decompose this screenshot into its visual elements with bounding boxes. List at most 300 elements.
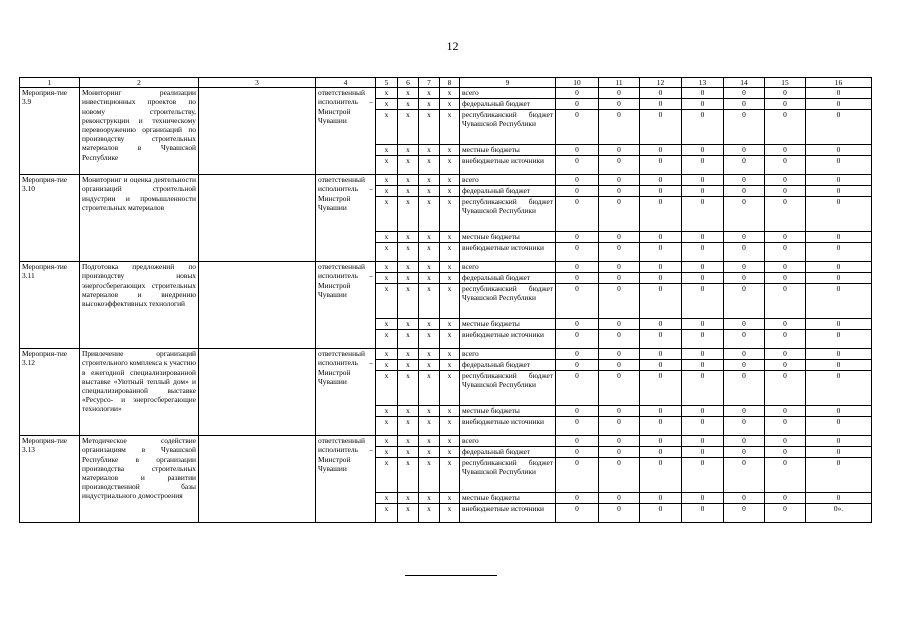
value-cell: 0 bbox=[599, 417, 640, 436]
value-cell: 0 bbox=[765, 493, 806, 504]
value-cell: 0 bbox=[806, 186, 872, 197]
value-cell: 0 bbox=[599, 436, 640, 447]
funding-source: всего bbox=[460, 436, 556, 447]
mark-cell: х bbox=[419, 319, 440, 330]
funding-source: республиканский бюджет Чувашской Республики bbox=[460, 371, 556, 406]
column-header: 5 bbox=[376, 78, 398, 88]
measure-code: Мероприя-тие 3.12 bbox=[20, 349, 80, 436]
column-header: 14 bbox=[724, 78, 765, 88]
value-cell: 0 bbox=[599, 504, 640, 523]
measure-col3 bbox=[199, 262, 316, 349]
funding-source: местные бюджеты bbox=[460, 232, 556, 243]
value-cell: 0 bbox=[556, 186, 599, 197]
mark-cell: х bbox=[419, 417, 440, 436]
funding-source: республиканский бюджет Чувашской Республики bbox=[460, 197, 556, 232]
mark-cell: х bbox=[419, 99, 440, 110]
mark-cell: х bbox=[398, 504, 419, 523]
mark-cell: х bbox=[419, 232, 440, 243]
funding-source: всего bbox=[460, 262, 556, 273]
funding-source: местные бюджеты bbox=[460, 145, 556, 156]
mark-cell: х bbox=[419, 436, 440, 447]
mark-cell: х bbox=[419, 284, 440, 319]
mark-cell: х bbox=[376, 371, 398, 406]
funding-source: республиканский бюджет Чувашской Республики bbox=[460, 110, 556, 145]
mark-cell: х bbox=[376, 156, 398, 175]
value-cell: 0 bbox=[682, 371, 724, 406]
mark-cell: х bbox=[398, 436, 419, 447]
value-cell: 0 bbox=[682, 504, 724, 523]
value-cell: 0 bbox=[640, 145, 682, 156]
mark-cell: х bbox=[398, 493, 419, 504]
value-cell: 0 bbox=[640, 110, 682, 145]
mark-cell: х bbox=[376, 493, 398, 504]
mark-cell: х bbox=[376, 504, 398, 523]
value-cell: 0 bbox=[806, 145, 872, 156]
page-number: 12 bbox=[446, 39, 459, 53]
value-cell: 0 bbox=[556, 371, 599, 406]
value-cell: 0 bbox=[765, 436, 806, 447]
mark-cell: х bbox=[440, 406, 460, 417]
mark-cell: х bbox=[398, 88, 419, 99]
mark-cell: х bbox=[440, 360, 460, 371]
funding-source: внебюджетные источники bbox=[460, 330, 556, 349]
measure-code: Мероприя-тие 3.9 bbox=[20, 88, 80, 175]
value-cell: 0 bbox=[640, 232, 682, 243]
funding-source: всего bbox=[460, 88, 556, 99]
value-cell: 0 bbox=[806, 406, 872, 417]
mark-cell: х bbox=[419, 458, 440, 493]
value-cell: 0 bbox=[640, 447, 682, 458]
value-cell: 0 bbox=[599, 406, 640, 417]
mark-cell: х bbox=[419, 273, 440, 284]
value-cell: 0 bbox=[599, 447, 640, 458]
value-cell: 0 bbox=[724, 319, 765, 330]
mark-cell: х bbox=[376, 243, 398, 262]
value-cell: 0 bbox=[682, 319, 724, 330]
value-cell: 0 bbox=[765, 284, 806, 319]
column-header: 13 bbox=[682, 78, 724, 88]
closing-mark: 0». bbox=[806, 504, 872, 523]
value-cell: 0 bbox=[599, 349, 640, 360]
value-cell: 0 bbox=[765, 319, 806, 330]
value-cell: 0 bbox=[556, 458, 599, 493]
value-cell: 0 bbox=[556, 349, 599, 360]
value-cell: 0 bbox=[724, 243, 765, 262]
value-cell: 0 bbox=[765, 504, 806, 523]
column-header: 16 bbox=[806, 78, 872, 88]
value-cell: 0 bbox=[640, 156, 682, 175]
value-cell: 0 bbox=[682, 110, 724, 145]
value-cell: 0 bbox=[724, 417, 765, 436]
mark-cell: х bbox=[398, 262, 419, 273]
value-cell: 0 bbox=[599, 145, 640, 156]
mark-cell: х bbox=[440, 436, 460, 447]
value-cell: 0 bbox=[765, 110, 806, 145]
value-cell: 0 bbox=[765, 99, 806, 110]
measure-4-row-0 bbox=[20, 436, 872, 447]
value-cell: 0 bbox=[682, 436, 724, 447]
value-cell: 0 bbox=[599, 156, 640, 175]
value-cell: 0 bbox=[682, 330, 724, 349]
mark-cell: х bbox=[376, 197, 398, 232]
header-row bbox=[20, 78, 872, 88]
column-header: 2 bbox=[80, 78, 199, 88]
value-cell: 0 bbox=[765, 349, 806, 360]
mark-cell: х bbox=[419, 197, 440, 232]
funding-source: республиканский бюджет Чувашской Республики bbox=[460, 458, 556, 493]
mark-cell: х bbox=[376, 447, 398, 458]
value-cell: 0 bbox=[556, 273, 599, 284]
mark-cell: х bbox=[419, 110, 440, 145]
funding-source: внебюджетные источники bbox=[460, 243, 556, 262]
measure-name: Мониторинг реализации инвестиционных проектов по новому строительству, реконструкции и техническому перевооружению организаций по производству строительных материалов в Чувашской Республике bbox=[80, 88, 199, 175]
mark-cell: х bbox=[398, 349, 419, 360]
value-cell: 0 bbox=[640, 284, 682, 319]
measure-code: Мероприя-тие 3.13 bbox=[20, 436, 80, 523]
value-cell: 0 bbox=[724, 273, 765, 284]
table-body bbox=[20, 78, 872, 523]
value-cell: 0 bbox=[724, 110, 765, 145]
mark-cell: х bbox=[376, 284, 398, 319]
mark-cell: х bbox=[419, 447, 440, 458]
mark-cell: х bbox=[419, 262, 440, 273]
value-cell: 0 bbox=[806, 232, 872, 243]
mark-cell: х bbox=[440, 243, 460, 262]
mark-cell: х bbox=[398, 232, 419, 243]
value-cell: 0 bbox=[806, 349, 872, 360]
value-cell: 0 bbox=[682, 360, 724, 371]
measure-col3 bbox=[199, 175, 316, 262]
value-cell: 0 bbox=[724, 262, 765, 273]
value-cell: 0 bbox=[682, 243, 724, 262]
value-cell: 0 bbox=[640, 406, 682, 417]
mark-cell: х bbox=[419, 243, 440, 262]
value-cell: 0 bbox=[765, 186, 806, 197]
measure-col3 bbox=[199, 88, 316, 175]
mark-cell: х bbox=[419, 145, 440, 156]
value-cell: 0 bbox=[765, 197, 806, 232]
value-cell: 0 bbox=[724, 197, 765, 232]
mark-cell: х bbox=[398, 330, 419, 349]
value-cell: 0 bbox=[765, 232, 806, 243]
value-cell: 0 bbox=[682, 284, 724, 319]
funding-source: федеральный бюджет bbox=[460, 99, 556, 110]
value-cell: 0 bbox=[640, 186, 682, 197]
measure-name: Методическое содействие организациям в Чувашской Республике в организации производства строительных материалов и развитии производственной базы индустриального домостроения bbox=[80, 436, 199, 523]
value-cell: 0 bbox=[765, 406, 806, 417]
funding-source: внебюджетные источники bbox=[460, 504, 556, 523]
funding-source: местные бюджеты bbox=[460, 493, 556, 504]
mark-cell: х bbox=[376, 110, 398, 145]
mark-cell: х bbox=[398, 417, 419, 436]
mark-cell: х bbox=[376, 88, 398, 99]
value-cell: 0 bbox=[682, 458, 724, 493]
mark-cell: х bbox=[376, 175, 398, 186]
mark-cell: х bbox=[440, 99, 460, 110]
value-cell: 0 bbox=[556, 145, 599, 156]
mark-cell: х bbox=[376, 330, 398, 349]
value-cell: 0 bbox=[640, 243, 682, 262]
value-cell: 0 bbox=[599, 330, 640, 349]
mark-cell: х bbox=[419, 504, 440, 523]
column-header: 9 bbox=[460, 78, 556, 88]
value-cell: 0 bbox=[806, 447, 872, 458]
mark-cell: х bbox=[376, 458, 398, 493]
column-header: 15 bbox=[765, 78, 806, 88]
mark-cell: х bbox=[398, 145, 419, 156]
mark-cell: х bbox=[376, 232, 398, 243]
column-header: 11 bbox=[599, 78, 640, 88]
value-cell: 0 bbox=[682, 145, 724, 156]
measure-executor: ответственный исполнитель – Минстрой Чувашии bbox=[316, 349, 376, 436]
value-cell: 0 bbox=[806, 243, 872, 262]
value-cell: 0 bbox=[724, 371, 765, 406]
measure-col3 bbox=[199, 349, 316, 436]
mark-cell: х bbox=[440, 371, 460, 406]
mark-cell: х bbox=[440, 145, 460, 156]
value-cell: 0 bbox=[724, 504, 765, 523]
funding-source: федеральный бюджет bbox=[460, 186, 556, 197]
value-cell: 0 bbox=[556, 447, 599, 458]
value-cell: 0 bbox=[682, 447, 724, 458]
mark-cell: х bbox=[398, 447, 419, 458]
value-cell: 0 bbox=[640, 458, 682, 493]
funding-source: местные бюджеты bbox=[460, 319, 556, 330]
mark-cell: х bbox=[440, 110, 460, 145]
value-cell: 0 bbox=[599, 284, 640, 319]
value-cell: 0 bbox=[556, 436, 599, 447]
value-cell: 0 bbox=[724, 156, 765, 175]
mark-cell: х bbox=[398, 273, 419, 284]
mark-cell: х bbox=[398, 360, 419, 371]
mark-cell: х bbox=[376, 349, 398, 360]
value-cell: 0 bbox=[682, 88, 724, 99]
value-cell: 0 bbox=[724, 145, 765, 156]
value-cell: 0 bbox=[556, 197, 599, 232]
mark-cell: х bbox=[398, 99, 419, 110]
value-cell: 0 bbox=[765, 371, 806, 406]
mark-cell: х bbox=[419, 371, 440, 406]
value-cell: 0 bbox=[682, 493, 724, 504]
value-cell: 0 bbox=[640, 319, 682, 330]
value-cell: 0 bbox=[765, 330, 806, 349]
value-cell: 0 bbox=[599, 371, 640, 406]
measure-name: Привлечение организаций строительного комплекса к участию в ежегодной специализированной выставке «Уютный теплый дом» и специализированной выставке «Ресурсо- и энергосберегающие технологии» bbox=[80, 349, 199, 436]
value-cell: 0 bbox=[599, 99, 640, 110]
value-cell: 0 bbox=[599, 493, 640, 504]
value-cell: 0 bbox=[599, 186, 640, 197]
value-cell: 0 bbox=[806, 273, 872, 284]
column-header: 6 bbox=[398, 78, 419, 88]
value-cell: 0 bbox=[806, 156, 872, 175]
funding-source: федеральный бюджет bbox=[460, 360, 556, 371]
column-header: 4 bbox=[316, 78, 376, 88]
value-cell: 0 bbox=[682, 406, 724, 417]
value-cell: 0 bbox=[724, 458, 765, 493]
mark-cell: х bbox=[440, 417, 460, 436]
value-cell: 0 bbox=[724, 232, 765, 243]
mark-cell: х bbox=[376, 406, 398, 417]
value-cell: 0 bbox=[556, 493, 599, 504]
value-cell: 0 bbox=[806, 371, 872, 406]
value-cell: 0 bbox=[556, 360, 599, 371]
measure-code: Мероприя-тие 3.10 bbox=[20, 175, 80, 262]
value-cell: 0 bbox=[599, 110, 640, 145]
value-cell: 0 bbox=[682, 186, 724, 197]
value-cell: 0 bbox=[682, 262, 724, 273]
mark-cell: х bbox=[398, 197, 419, 232]
mark-cell: х bbox=[440, 504, 460, 523]
mark-cell: х bbox=[398, 110, 419, 145]
mark-cell: х bbox=[419, 493, 440, 504]
funding-source: федеральный бюджет bbox=[460, 273, 556, 284]
funding-source: всего bbox=[460, 349, 556, 360]
value-cell: 0 bbox=[806, 319, 872, 330]
mark-cell: х bbox=[398, 458, 419, 493]
mark-cell: х bbox=[440, 458, 460, 493]
mark-cell: х bbox=[398, 175, 419, 186]
value-cell: 0 bbox=[765, 243, 806, 262]
value-cell: 0 bbox=[640, 360, 682, 371]
column-header: 8 bbox=[440, 78, 460, 88]
value-cell: 0 bbox=[640, 349, 682, 360]
mark-cell: х bbox=[376, 273, 398, 284]
value-cell: 0 bbox=[724, 436, 765, 447]
value-cell: 0 bbox=[682, 156, 724, 175]
value-cell: 0 bbox=[765, 458, 806, 493]
value-cell: 0 bbox=[599, 175, 640, 186]
value-cell: 0 bbox=[806, 436, 872, 447]
mark-cell: х bbox=[398, 284, 419, 319]
value-cell: 0 bbox=[724, 349, 765, 360]
value-cell: 0 bbox=[599, 262, 640, 273]
mark-cell: х bbox=[419, 330, 440, 349]
value-cell: 0 bbox=[640, 273, 682, 284]
value-cell: 0 bbox=[556, 175, 599, 186]
value-cell: 0 bbox=[682, 417, 724, 436]
value-cell: 0 bbox=[682, 99, 724, 110]
value-cell: 0 bbox=[599, 360, 640, 371]
value-cell: 0 bbox=[765, 88, 806, 99]
value-cell: 0 bbox=[556, 406, 599, 417]
measure-1-row-0 bbox=[20, 175, 872, 186]
value-cell: 0 bbox=[682, 273, 724, 284]
value-cell: 0 bbox=[640, 99, 682, 110]
mark-cell: х bbox=[440, 330, 460, 349]
value-cell: 0 bbox=[556, 243, 599, 262]
value-cell: 0 bbox=[724, 99, 765, 110]
mark-cell: х bbox=[376, 360, 398, 371]
value-cell: 0 bbox=[806, 99, 872, 110]
value-cell: 0 bbox=[599, 458, 640, 493]
value-cell: 0 bbox=[640, 197, 682, 232]
mark-cell: х bbox=[398, 319, 419, 330]
value-cell: 0 bbox=[599, 243, 640, 262]
measure-executor: ответственный исполнитель – Минстрой Чувашии bbox=[316, 175, 376, 262]
value-cell: 0 bbox=[765, 417, 806, 436]
value-cell: 0 bbox=[806, 284, 872, 319]
measure-code: Мероприя-тие 3.11 bbox=[20, 262, 80, 349]
value-cell: 0 bbox=[682, 197, 724, 232]
value-cell: 0 bbox=[556, 504, 599, 523]
mark-cell: х bbox=[376, 436, 398, 447]
value-cell: 0 bbox=[599, 232, 640, 243]
measure-name: Мониторинг и оценка деятельности организаций строительной индустрии и промышленности строительных материалов bbox=[80, 175, 199, 262]
mark-cell: х bbox=[419, 349, 440, 360]
measure-2-row-0 bbox=[20, 262, 872, 273]
value-cell: 0 bbox=[682, 349, 724, 360]
column-header: 1 bbox=[20, 78, 80, 88]
value-cell: 0 bbox=[724, 330, 765, 349]
value-cell: 0 bbox=[640, 417, 682, 436]
value-cell: 0 bbox=[806, 197, 872, 232]
column-header: 12 bbox=[640, 78, 682, 88]
measure-col3 bbox=[199, 436, 316, 523]
value-cell: 0 bbox=[806, 458, 872, 493]
value-cell: 0 bbox=[765, 447, 806, 458]
mark-cell: х bbox=[376, 319, 398, 330]
value-cell: 0 bbox=[765, 145, 806, 156]
value-cell: 0 bbox=[640, 330, 682, 349]
value-cell: 0 bbox=[682, 175, 724, 186]
value-cell: 0 bbox=[806, 88, 872, 99]
value-cell: 0 bbox=[765, 262, 806, 273]
value-cell: 0 bbox=[765, 273, 806, 284]
column-header: 3 bbox=[199, 78, 316, 88]
funding-source: местные бюджеты bbox=[460, 406, 556, 417]
value-cell: 0 bbox=[806, 110, 872, 145]
mark-cell: х bbox=[419, 156, 440, 175]
value-cell: 0 bbox=[724, 447, 765, 458]
value-cell: 0 bbox=[556, 284, 599, 319]
measure-name: Подготовка предложений по производству новых энергосберегающих строительных материалов и внедрению высокоэффективных технологий bbox=[80, 262, 199, 349]
program-measures-table bbox=[19, 77, 872, 523]
value-cell: 0 bbox=[556, 232, 599, 243]
mark-cell: х bbox=[440, 232, 460, 243]
mark-cell: х bbox=[440, 447, 460, 458]
funding-source: внебюджетные источники bbox=[460, 156, 556, 175]
value-cell: 0 bbox=[765, 360, 806, 371]
value-cell: 0 bbox=[724, 406, 765, 417]
mark-cell: х bbox=[376, 145, 398, 156]
value-cell: 0 bbox=[556, 330, 599, 349]
mark-cell: х bbox=[440, 175, 460, 186]
mark-cell: х bbox=[398, 406, 419, 417]
measure-0-row-0 bbox=[20, 88, 872, 99]
value-cell: 0 bbox=[556, 99, 599, 110]
value-cell: 0 bbox=[599, 319, 640, 330]
funding-source: внебюджетные источники bbox=[460, 417, 556, 436]
mark-cell: х bbox=[440, 186, 460, 197]
mark-cell: х bbox=[398, 156, 419, 175]
mark-cell: х bbox=[419, 360, 440, 371]
value-cell: 0 bbox=[599, 88, 640, 99]
mark-cell: х bbox=[440, 319, 460, 330]
mark-cell: х bbox=[419, 186, 440, 197]
mark-cell: х bbox=[440, 349, 460, 360]
value-cell: 0 bbox=[724, 360, 765, 371]
measure-3-row-0 bbox=[20, 349, 872, 360]
funding-source: всего bbox=[460, 175, 556, 186]
value-cell: 0 bbox=[556, 417, 599, 436]
value-cell: 0 bbox=[556, 262, 599, 273]
value-cell: 0 bbox=[599, 197, 640, 232]
value-cell: 0 bbox=[640, 175, 682, 186]
funding-source: республиканский бюджет Чувашской Республики bbox=[460, 284, 556, 319]
value-cell: 0 bbox=[640, 262, 682, 273]
mark-cell: х bbox=[419, 88, 440, 99]
value-cell: 0 bbox=[806, 175, 872, 186]
